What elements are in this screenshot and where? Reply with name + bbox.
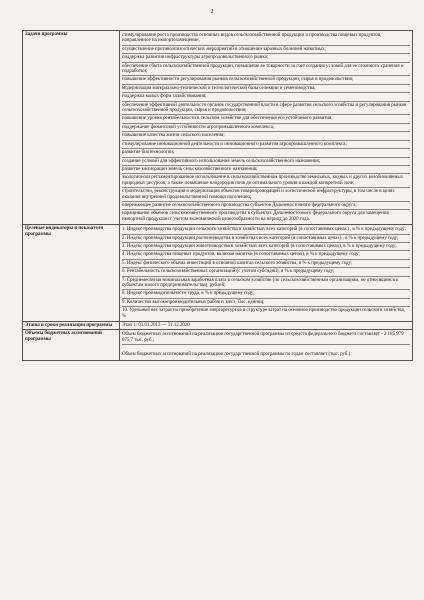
task-item: повышение качества жизни сельского населения; [122, 132, 410, 140]
task-item: наращивание объемов сельскохозяйственного производства в субъектах Дальневосточного федерального округа для замещения импортной продукции с учетом экономической целесообразности на период до 2020 года. [122, 211, 389, 222]
indicator-item: 7. Среднемесячная номинальная заработная плата в сельском хозяйстве (по сельскохозяйственным организациям, не относящимся к субъектам малого предпринимательства), рублей; [122, 277, 410, 291]
indicators-label: Целевые индикаторы и показатели программы [23, 225, 120, 322]
stages-label: Этапы и сроки реализации программы [23, 322, 120, 330]
indicator-item: 1. Индекс производства продукции сельского хозяйства в хозяйствах всех категорий (в сопоставимых ценах) , в % к предыдущему году; [122, 226, 410, 234]
tasks-row [23, 31, 413, 225]
program-passport-table [22, 30, 413, 361]
task-item: поддержка развития инфраструктуры агропродовольственного рынка; [122, 54, 410, 62]
tasks-label: Задачи программы [23, 31, 120, 225]
task-item: осуществление противоэпизоотических мероприятий в отношении заразных болезней животных; [122, 46, 410, 54]
indicator-item: 3. Индекс производства продукции животноводства в хозяйствах всех категорий (в сопоставимых ценах), в % к предыдущему году; [122, 243, 410, 251]
task-item: развитие мелиорации земель сельскохозяйственного назначения; [122, 166, 410, 174]
task-item: опережающее развитие сельскохозяйственного производства субъектов Дальневосточного федерального округа; [122, 202, 410, 210]
indicator-item: 5. Индекс физического объема инвестиций в основной капитал сельского хозяйства, в % к предыдущему году; [122, 260, 410, 268]
budget-paragraph: Объем бюджетных ассигнований на реализацию государственной программы из средств федерального бюджета составляет - 2 185 979 075,7 тыс. руб.; [122, 331, 410, 345]
task-item: поддержка малых форм хозяйствования; [122, 93, 410, 101]
task-item: создание условий для эффективного использования земель сельскохозяйственного назначения; [122, 158, 410, 166]
indicators-row [23, 225, 413, 322]
indicator-item: 4. Индекс производства пищевых продуктов, включая напитки (в сопоставимых ценах), в % к предыдущему году; [122, 251, 410, 259]
budget-label: Объемы бюджетных ассигнований программы [23, 330, 120, 360]
task-item: поддержание финансовой устойчивости агропромышленного комплекса; [122, 124, 410, 132]
task-item: повышение эффективности регулирования рынков сельскохозяйственной продукции, сырья и продовольствия; [122, 76, 410, 84]
tasks-content [120, 31, 413, 225]
indicator-item: 10. Удельный вес затрат на приобретение энергоресурсов в структуре затрат на основное производство продукции сельского хозяйства, % [122, 308, 405, 319]
indicator-item: 8. Индекс производительности труда, в % к предыдущему году; [122, 290, 410, 298]
budget-row [23, 330, 413, 360]
task-item: повышение уровня рентабельности в сельском хозяйстве для обеспечения его устойчивого развития; [122, 115, 410, 123]
task-item: обеспечение сбыта сельскохозяйственной продукции, повышение ее товарности за счет создания условий для ее сезонного хранения и подработки; [122, 63, 410, 77]
task-item: развитие биотехнологии; [122, 149, 410, 157]
task-item: стимулирование инновационной деятельности и инновационного развития агропромышленного комплекса; [122, 141, 410, 149]
page-number: 2 [210, 9, 214, 15]
indicator-item: 2. Индекс производства продукции растениеводства в хозяйствах всех категорий (в сопоставимых ценах) , в % к предыдущему году; [122, 235, 410, 243]
task-item: модернизация материально-технической и технологической базы селекции и семеноводства; [122, 85, 410, 93]
task-item: стимулирование роста производства основных видов сельскохозяйственной продукции и производства пищевых продуктов, направленное на импортозамещение; [122, 32, 410, 46]
task-item: обеспечение эффективной деятельности органов государственной власти в сфере развития сельского хозяйства и регулирования рынков сельскохозяйственной продукции, сырья и продовольствия; [122, 102, 410, 116]
indicator-item: 9. Количество высокопроизводительных рабочих мест, Тыс. единиц; [122, 299, 410, 307]
budget-content [120, 330, 413, 360]
stages-row [23, 322, 413, 330]
task-item: строительство, реконструкция и модернизация объектов товаропроводящей и логистической инфраструктуры, в том числе в целях оказания внутренней продовольственной помощи населению; [122, 188, 410, 202]
task-item: экологически регламентированное использование в сельскохозяйственном производстве земельных, водных и других возобновляемых природных ресурсов, а также повышение плодородия почв до оптимального уровня в каждой конкретной зоне; [122, 174, 410, 188]
stages-value: Этап 1: 01.01.2013 — 31.12.2020 [120, 322, 413, 330]
indicators-content [120, 225, 413, 322]
budget-paragraph: Объем бюджетных ассигнований на реализацию государственной программы по годам составляет (тыс. руб.): [122, 352, 352, 358]
indicator-item: 6. Рентабельность сельскохозяйственных организаций (с учетом субсидий), в % к предыдущему году; [122, 268, 410, 276]
